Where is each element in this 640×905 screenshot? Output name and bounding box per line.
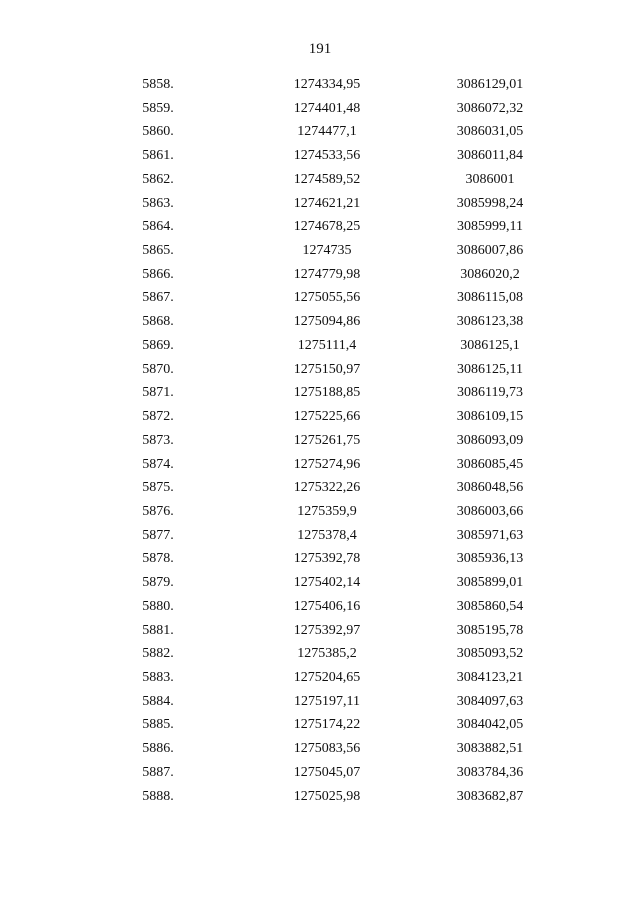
table-row (0, 239, 640, 263)
table-row (0, 666, 640, 690)
x-coordinate-cell: 1274779,98 (293, 266, 361, 282)
x-coordinate-cell: 1275402,14 (293, 575, 361, 591)
point-number-cell: 5885. (142, 717, 174, 733)
point-number-cell: 5886. (142, 741, 174, 757)
table-row (0, 168, 640, 192)
y-coordinate-cell: 3085860,54 (456, 598, 524, 614)
point-number-cell: 5862. (142, 171, 174, 187)
x-coordinate-cell: 1274533,56 (293, 148, 361, 164)
point-number-cell: 5872. (142, 409, 174, 425)
point-number-cell: 5878. (142, 551, 174, 567)
y-coordinate-cell: 3086093,09 (456, 432, 524, 448)
x-coordinate-cell: 1275188,85 (293, 385, 361, 401)
point-number-cell: 5868. (142, 314, 174, 330)
point-number-cell: 5870. (142, 361, 174, 377)
table-row (0, 476, 640, 500)
y-coordinate-cell: 3086085,45 (456, 456, 524, 472)
table-row (0, 358, 640, 382)
x-coordinate-cell: 1275261,75 (293, 432, 361, 448)
y-coordinate-cell: 3086115,08 (457, 290, 523, 306)
y-coordinate-cell: 3086007,86 (456, 243, 524, 259)
y-coordinate-cell: 3086123,38 (456, 314, 524, 330)
point-number-cell: 5877. (142, 527, 174, 543)
x-coordinate-cell: 1274477,1 (297, 124, 357, 140)
table-row (0, 619, 640, 643)
y-coordinate-cell: 3083784,36 (456, 764, 524, 780)
x-coordinate-cell: 1275150,97 (293, 361, 361, 377)
table-row (0, 524, 640, 548)
x-coordinate-cell: 1275392,97 (293, 622, 361, 638)
table-row (0, 405, 640, 429)
table-row (0, 713, 640, 737)
table-row (0, 571, 640, 595)
point-number-cell: 5867. (142, 290, 174, 306)
point-number-cell: 5858. (142, 77, 174, 92)
x-coordinate-cell: 1275204,65 (293, 669, 361, 685)
point-number-cell: 5874. (142, 456, 174, 472)
x-coordinate-cell: 1274334,95 (293, 77, 361, 92)
x-coordinate-cell: 1274401,48 (293, 100, 361, 116)
y-coordinate-cell: 3086020,2 (460, 266, 520, 282)
table-row (0, 381, 640, 405)
y-coordinate-cell: 3084123,21 (456, 669, 524, 685)
y-coordinate-cell: 3083682,87 (456, 788, 524, 804)
table-row (0, 286, 640, 310)
table-row (0, 334, 640, 358)
point-number-cell: 5881. (142, 622, 174, 638)
table-row (0, 547, 640, 571)
point-number-cell: 5882. (142, 646, 174, 662)
table-row (0, 595, 640, 619)
table-row (0, 642, 640, 666)
point-number-cell: 5875. (142, 480, 174, 496)
x-coordinate-cell: 1275111,4 (297, 337, 357, 353)
y-coordinate-cell: 3083882,51 (456, 741, 524, 757)
x-coordinate-cell: 1275274,96 (293, 456, 361, 472)
x-coordinate-cell: 1275392,78 (293, 551, 361, 567)
y-coordinate-cell: 3086048,56 (456, 480, 524, 496)
table-row (0, 761, 640, 785)
x-coordinate-cell: 1275359,9 (297, 503, 357, 519)
x-coordinate-cell: 1274735 (302, 243, 352, 259)
y-coordinate-cell: 3084097,63 (456, 693, 524, 709)
point-number-cell: 5860. (142, 124, 174, 140)
x-coordinate-cell: 1275045,07 (293, 764, 361, 780)
y-coordinate-cell: 3086109,15 (456, 409, 524, 425)
table-row (0, 690, 640, 714)
table-row (0, 310, 640, 334)
table-row (0, 120, 640, 144)
x-coordinate-cell: 1274678,25 (293, 219, 361, 235)
point-number-cell: 5879. (142, 575, 174, 591)
x-coordinate-cell: 1275322,26 (293, 480, 361, 496)
point-number-cell: 5865. (142, 243, 174, 259)
x-coordinate-cell: 1274621,21 (293, 195, 361, 211)
y-coordinate-cell: 3086129,01 (456, 77, 524, 92)
x-coordinate-cell: 1275385,2 (297, 646, 357, 662)
table-row (0, 785, 640, 809)
table-row (0, 263, 640, 287)
y-coordinate-cell: 3085093,52 (456, 646, 524, 662)
y-coordinate-cell: 3086125,1 (460, 337, 520, 353)
table-row (0, 97, 640, 121)
y-coordinate-cell: 3086001 (465, 171, 515, 187)
table-row (0, 737, 640, 761)
table-row (0, 144, 640, 168)
x-coordinate-cell: 1275225,66 (293, 409, 361, 425)
point-number-cell: 5859. (142, 100, 174, 116)
y-coordinate-cell: 3085998,24 (456, 195, 524, 211)
y-coordinate-cell: 3085195,78 (456, 622, 524, 638)
point-number-cell: 5888. (142, 788, 174, 804)
y-coordinate-cell: 3086011,84 (457, 148, 523, 164)
point-number-cell: 5871. (142, 385, 174, 401)
point-number-cell: 5880. (142, 598, 174, 614)
x-coordinate-cell: 1275055,56 (293, 290, 361, 306)
table-row (0, 73, 640, 97)
x-coordinate-cell: 1275174,22 (293, 717, 361, 733)
table-row (0, 215, 640, 239)
y-coordinate-cell: 3085936,13 (456, 551, 524, 567)
point-number-cell: 5873. (142, 432, 174, 448)
x-coordinate-cell: 1275083,56 (293, 741, 361, 757)
y-coordinate-cell: 3086003,66 (456, 503, 524, 519)
point-number-cell: 5876. (142, 503, 174, 519)
table-row (0, 429, 640, 453)
x-coordinate-cell: 1275406,16 (293, 598, 361, 614)
x-coordinate-cell: 1275025,98 (293, 788, 361, 804)
point-number-cell: 5861. (142, 148, 174, 164)
point-number-cell: 5863. (142, 195, 174, 211)
y-coordinate-cell: 3086119,73 (457, 385, 523, 401)
y-coordinate-cell: 3085999,11 (457, 219, 523, 235)
y-coordinate-cell: 3086072,32 (456, 100, 524, 116)
table-row (0, 500, 640, 524)
table-row (0, 453, 640, 477)
y-coordinate-cell: 3086031,05 (456, 124, 524, 140)
x-coordinate-cell: 1275094,86 (293, 314, 361, 330)
table-row (0, 192, 640, 216)
point-number-cell: 5884. (142, 693, 174, 709)
point-number-cell: 5866. (142, 266, 174, 282)
point-number-cell: 5887. (142, 764, 174, 780)
point-number-cell: 5883. (142, 669, 174, 685)
x-coordinate-cell: 1275197,11 (294, 693, 360, 709)
point-number-cell: 5869. (142, 337, 174, 353)
page-number: 191 (308, 41, 332, 57)
x-coordinate-cell: 1274589,52 (293, 171, 361, 187)
y-coordinate-cell: 3085971,63 (456, 527, 524, 543)
y-coordinate-cell: 3086125,11 (457, 361, 523, 377)
x-coordinate-cell: 1275378,4 (297, 527, 357, 543)
point-number-cell: 5864. (142, 219, 174, 235)
y-coordinate-cell: 3085899,01 (456, 575, 524, 591)
y-coordinate-cell: 3084042,05 (456, 717, 524, 733)
coordinates-table (0, 73, 640, 808)
